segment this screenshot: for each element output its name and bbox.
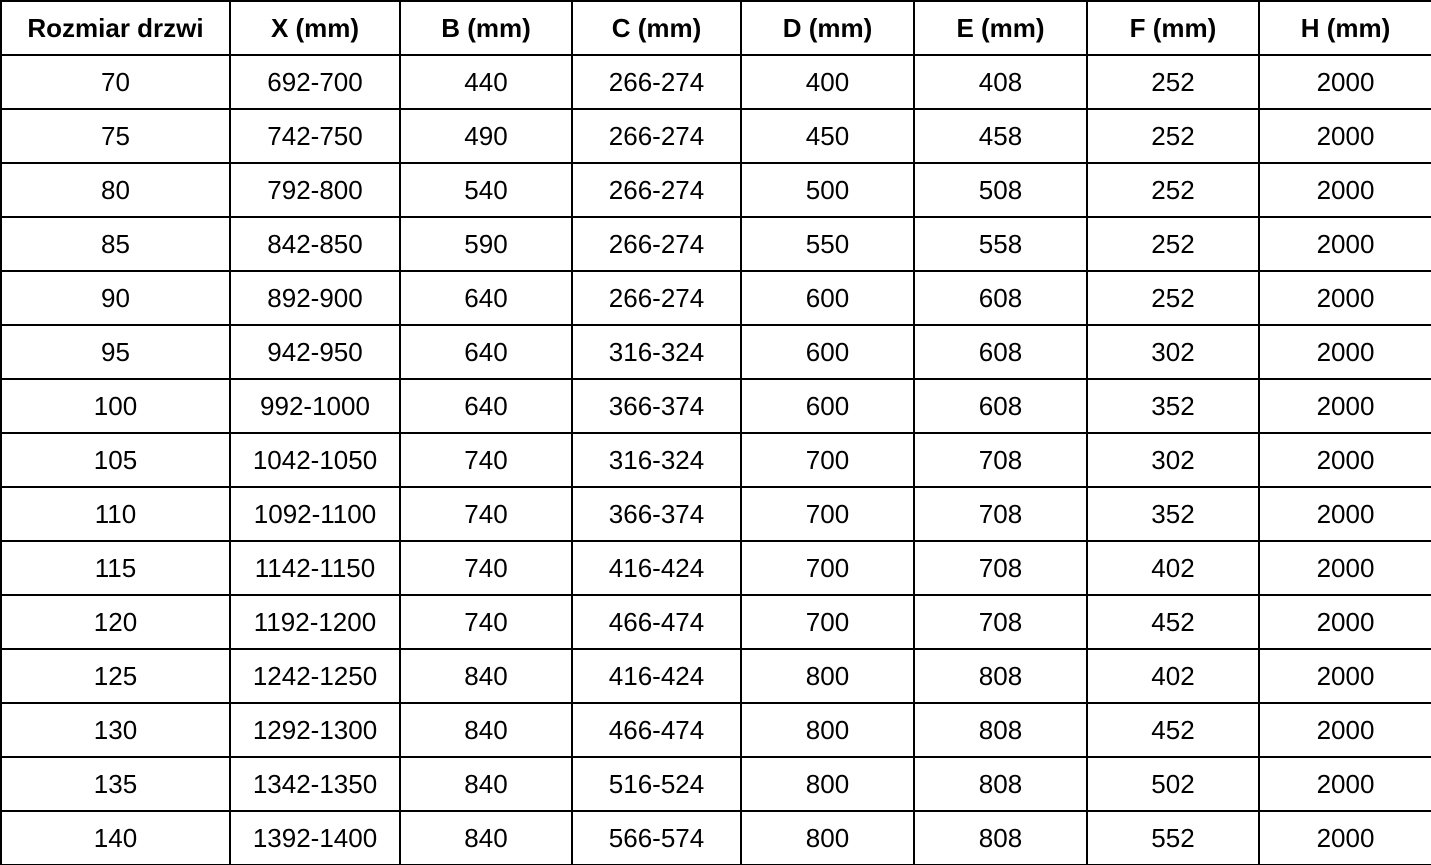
table-cell: 266-274 <box>572 55 741 109</box>
table-cell: 558 <box>914 217 1087 271</box>
table-cell: 500 <box>741 163 914 217</box>
table-cell: 808 <box>914 703 1087 757</box>
table-cell: 700 <box>741 433 914 487</box>
column-header-2: B (mm) <box>400 1 572 55</box>
table-cell: 452 <box>1087 595 1259 649</box>
table-cell: 516-524 <box>572 757 741 811</box>
table-cell: 540 <box>400 163 572 217</box>
table-cell: 740 <box>400 541 572 595</box>
table-row <box>1 757 1431 811</box>
table-cell: 640 <box>400 271 572 325</box>
table-cell: 740 <box>400 433 572 487</box>
table-cell: 302 <box>1087 325 1259 379</box>
table-cell: 600 <box>741 271 914 325</box>
table-cell: 366-374 <box>572 379 741 433</box>
table-cell: 1392-1400 <box>230 811 400 865</box>
table-cell: 110 <box>1 487 230 541</box>
table-row <box>1 649 1431 703</box>
table-cell: 992-1000 <box>230 379 400 433</box>
table-row <box>1 811 1431 865</box>
table-cell: 742-750 <box>230 109 400 163</box>
table-row <box>1 433 1431 487</box>
table-cell: 302 <box>1087 433 1259 487</box>
table-cell: 700 <box>741 595 914 649</box>
table-cell: 266-274 <box>572 163 741 217</box>
table-cell: 130 <box>1 703 230 757</box>
table-header <box>1 1 1431 55</box>
table-cell: 2000 <box>1259 757 1431 811</box>
table-cell: 1192-1200 <box>230 595 400 649</box>
table-cell: 792-800 <box>230 163 400 217</box>
table-cell: 252 <box>1087 271 1259 325</box>
table-cell: 266-274 <box>572 271 741 325</box>
table-cell: 2000 <box>1259 703 1431 757</box>
table-cell: 70 <box>1 55 230 109</box>
table-cell: 2000 <box>1259 325 1431 379</box>
table-row <box>1 163 1431 217</box>
table-cell: 1042-1050 <box>230 433 400 487</box>
table-cell: 1292-1300 <box>230 703 400 757</box>
table-cell: 550 <box>741 217 914 271</box>
table-row <box>1 325 1431 379</box>
table-cell: 1242-1250 <box>230 649 400 703</box>
table-cell: 552 <box>1087 811 1259 865</box>
table-cell: 708 <box>914 541 1087 595</box>
table-body <box>1 55 1431 865</box>
table-cell: 2000 <box>1259 487 1431 541</box>
table-cell: 808 <box>914 757 1087 811</box>
table-cell: 700 <box>741 487 914 541</box>
table-cell: 105 <box>1 433 230 487</box>
table-cell: 352 <box>1087 487 1259 541</box>
table-cell: 808 <box>914 811 1087 865</box>
table-cell: 502 <box>1087 757 1259 811</box>
table-row <box>1 379 1431 433</box>
table-cell: 316-324 <box>572 325 741 379</box>
table-row <box>1 541 1431 595</box>
table-cell: 800 <box>741 811 914 865</box>
table-cell: 458 <box>914 109 1087 163</box>
table-cell: 508 <box>914 163 1087 217</box>
table-cell: 840 <box>400 703 572 757</box>
table-cell: 266-274 <box>572 109 741 163</box>
table-cell: 740 <box>400 595 572 649</box>
table-cell: 2000 <box>1259 649 1431 703</box>
table-cell: 808 <box>914 649 1087 703</box>
table-cell: 2000 <box>1259 595 1431 649</box>
table-cell: 608 <box>914 271 1087 325</box>
table-cell: 640 <box>400 379 572 433</box>
table-cell: 842-850 <box>230 217 400 271</box>
table-cell: 452 <box>1087 703 1259 757</box>
table-row <box>1 703 1431 757</box>
table-cell: 125 <box>1 649 230 703</box>
header-row <box>1 1 1431 55</box>
table-row <box>1 487 1431 541</box>
table-cell: 466-474 <box>572 595 741 649</box>
table-cell: 402 <box>1087 541 1259 595</box>
table-cell: 700 <box>741 541 914 595</box>
table-cell: 100 <box>1 379 230 433</box>
table-cell: 708 <box>914 487 1087 541</box>
table-cell: 352 <box>1087 379 1259 433</box>
table-cell: 416-424 <box>572 649 741 703</box>
table-cell: 135 <box>1 757 230 811</box>
table-cell: 640 <box>400 325 572 379</box>
table-cell: 800 <box>741 757 914 811</box>
column-header-4: D (mm) <box>741 1 914 55</box>
table-cell: 1342-1350 <box>230 757 400 811</box>
table-cell: 466-474 <box>572 703 741 757</box>
table-cell: 120 <box>1 595 230 649</box>
table-cell: 252 <box>1087 217 1259 271</box>
table-cell: 2000 <box>1259 55 1431 109</box>
column-header-1: X (mm) <box>230 1 400 55</box>
table-cell: 800 <box>741 703 914 757</box>
table-cell: 2000 <box>1259 163 1431 217</box>
table-cell: 740 <box>400 487 572 541</box>
table-cell: 2000 <box>1259 109 1431 163</box>
table-cell: 408 <box>914 55 1087 109</box>
table-cell: 416-424 <box>572 541 741 595</box>
table-cell: 2000 <box>1259 271 1431 325</box>
table-cell: 252 <box>1087 163 1259 217</box>
table-cell: 402 <box>1087 649 1259 703</box>
table-cell: 608 <box>914 379 1087 433</box>
table-cell: 80 <box>1 163 230 217</box>
table-cell: 95 <box>1 325 230 379</box>
table-cell: 708 <box>914 433 1087 487</box>
table-cell: 708 <box>914 595 1087 649</box>
table-cell: 600 <box>741 379 914 433</box>
table-cell: 2000 <box>1259 379 1431 433</box>
table-row <box>1 595 1431 649</box>
table-cell: 1092-1100 <box>230 487 400 541</box>
table-row <box>1 217 1431 271</box>
table-cell: 942-950 <box>230 325 400 379</box>
table-cell: 75 <box>1 109 230 163</box>
table-cell: 2000 <box>1259 433 1431 487</box>
table-cell: 115 <box>1 541 230 595</box>
table-cell: 140 <box>1 811 230 865</box>
table-cell: 2000 <box>1259 217 1431 271</box>
column-header-0: Rozmiar drzwi <box>1 1 230 55</box>
table-cell: 252 <box>1087 109 1259 163</box>
table-cell: 440 <box>400 55 572 109</box>
table-cell: 2000 <box>1259 811 1431 865</box>
table-cell: 90 <box>1 271 230 325</box>
table-cell: 840 <box>400 811 572 865</box>
table-cell: 316-324 <box>572 433 741 487</box>
table-cell: 892-900 <box>230 271 400 325</box>
table-row <box>1 271 1431 325</box>
table-cell: 400 <box>741 55 914 109</box>
table-cell: 252 <box>1087 55 1259 109</box>
column-header-3: C (mm) <box>572 1 741 55</box>
table-cell: 490 <box>400 109 572 163</box>
table-cell: 600 <box>741 325 914 379</box>
column-header-7: H (mm) <box>1259 1 1431 55</box>
table-cell: 590 <box>400 217 572 271</box>
table-cell: 800 <box>741 649 914 703</box>
table-row <box>1 55 1431 109</box>
table-cell: 266-274 <box>572 217 741 271</box>
table-cell: 692-700 <box>230 55 400 109</box>
table-cell: 566-574 <box>572 811 741 865</box>
table-cell: 1142-1150 <box>230 541 400 595</box>
table-cell: 840 <box>400 757 572 811</box>
table-cell: 840 <box>400 649 572 703</box>
table-cell: 366-374 <box>572 487 741 541</box>
table-cell: 608 <box>914 325 1087 379</box>
table-cell: 2000 <box>1259 541 1431 595</box>
table-cell: 450 <box>741 109 914 163</box>
column-header-6: F (mm) <box>1087 1 1259 55</box>
column-header-5: E (mm) <box>914 1 1087 55</box>
table-cell: 85 <box>1 217 230 271</box>
table-row <box>1 109 1431 163</box>
